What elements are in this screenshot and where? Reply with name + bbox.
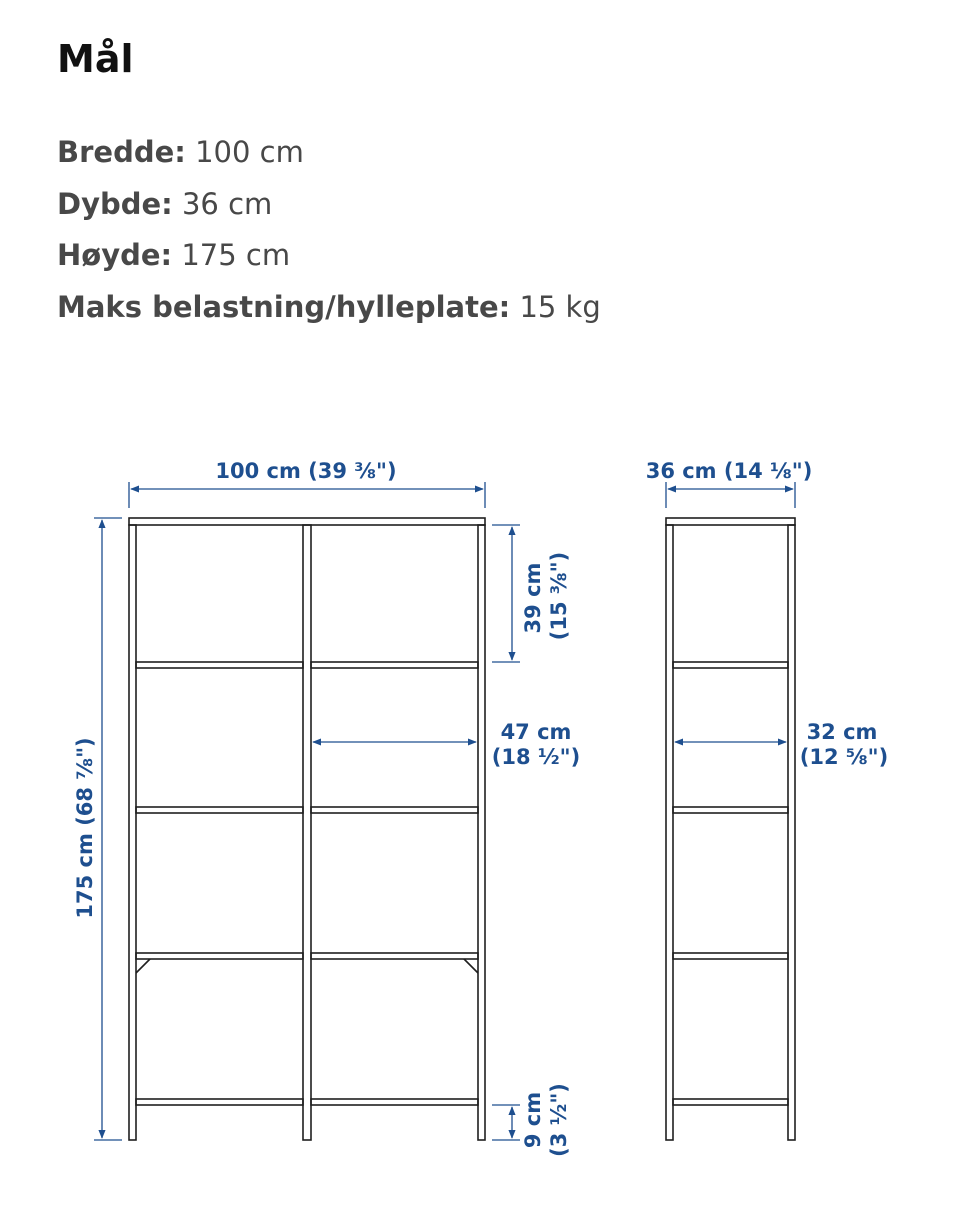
side-shelf	[673, 1099, 788, 1105]
spec-label: Bredde:	[57, 135, 186, 169]
front-left-upright	[129, 525, 136, 1140]
shelf-width-label-cm: 47 cm	[500, 720, 572, 744]
spec-value: 15 kg	[519, 289, 601, 324]
side-left-upright	[666, 525, 673, 1140]
front-shelf	[311, 807, 478, 813]
front-width-label: 100 cm (39 ⅜")	[215, 459, 397, 483]
spec-value: 100 cm	[195, 135, 304, 169]
side-depth-label: 36 cm (14 ⅛")	[645, 459, 813, 483]
front-height-label: 175 cm (68 ⅞")	[73, 737, 97, 919]
shelf-depth-label-in: (12 ⅝")	[799, 745, 889, 769]
side-shelf	[673, 662, 788, 668]
front-top-panel	[129, 518, 485, 525]
front-right-upright	[478, 525, 485, 1140]
page-title: Mål	[57, 37, 134, 81]
front-shelf	[136, 953, 303, 959]
front-middle-upright	[303, 525, 311, 1140]
front-shelf	[136, 807, 303, 813]
spec-label: Maks belastning/hylleplate:	[57, 289, 511, 324]
front-brace	[136, 959, 150, 973]
dimension-lines	[94, 482, 795, 1140]
front-shelf	[136, 662, 303, 668]
spec-label: Dybde:	[57, 186, 173, 221]
front-shelf	[311, 1099, 478, 1105]
shelf-depth-label-cm: 32 cm	[806, 720, 878, 744]
side-shelf	[673, 953, 788, 959]
front-brace	[464, 959, 478, 973]
bottom-gap-label-cm: 9 cm	[521, 1091, 545, 1149]
spec-value: 175 cm	[181, 238, 291, 272]
front-shelf	[136, 1099, 303, 1105]
side-view-shelf	[666, 518, 795, 1140]
side-shelf	[673, 807, 788, 813]
side-right-upright	[788, 525, 795, 1140]
top-gap-label-cm: 39 cm	[521, 562, 545, 634]
bottom-gap-label-in: (3 ½")	[547, 1083, 571, 1157]
top-gap-label-in: (15 ⅜")	[547, 551, 571, 641]
spec-label: Høyde:	[57, 238, 173, 272]
side-top-panel	[666, 518, 795, 525]
front-shelf	[311, 953, 478, 959]
spec-value: 36 cm	[181, 186, 273, 221]
shelf-width-label-in: (18 ½")	[491, 745, 581, 769]
front-view-shelf	[129, 518, 485, 1140]
front-shelf	[311, 662, 478, 668]
